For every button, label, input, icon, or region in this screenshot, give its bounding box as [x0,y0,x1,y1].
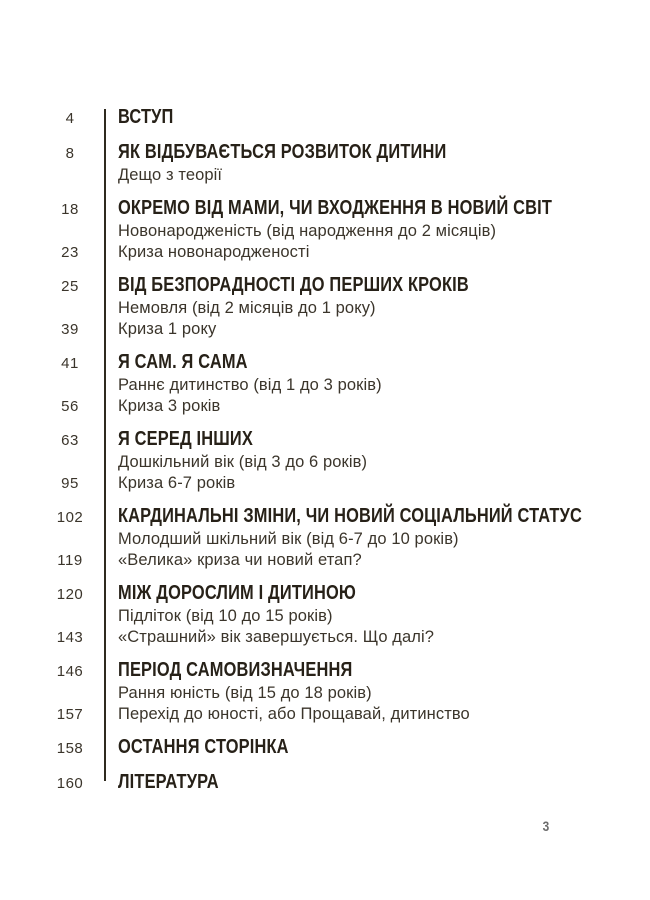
toc-row [0,396,650,417]
toc-page-ref: 95 [61,475,79,492]
toc-row [0,141,650,165]
toc-row [0,683,650,704]
toc-entry [0,505,650,571]
toc-subtitle: Дошкільний вік (від 3 до 6 років) [118,453,368,471]
toc-row [0,351,650,375]
toc-subtitle: Криза новонародженості [118,243,310,261]
toc-row [0,221,650,242]
toc-subtitle: Новонародженість (від народження до 2 місяців) [118,222,497,240]
toc-page-ref: 158 [56,740,84,757]
toc-page-ref: 102 [56,509,84,526]
toc-subtitle: Криза 6-7 років [118,474,236,492]
toc-page-ref: 143 [56,629,84,646]
toc-chapter-title: ЛІТЕРАТУРА [118,771,219,793]
toc-row [0,627,650,648]
toc-row [0,771,650,795]
toc-row [0,452,650,473]
toc-page-ref: 63 [61,432,79,449]
toc-row [0,298,650,319]
toc-row [0,550,650,571]
toc-page-ref: 157 [56,706,84,723]
toc-page-ref: 120 [56,586,84,603]
toc-page-ref: 4 [65,110,75,127]
toc-entry [0,428,650,494]
toc-chapter-title: Я САМ. Я САМА [118,351,248,373]
toc-entry [0,659,650,725]
toc-row [0,473,650,494]
toc-row [0,319,650,340]
toc-row [0,736,650,760]
toc-chapter-title: ВСТУП [118,106,174,128]
toc-row [0,659,650,683]
toc-entry [0,771,650,795]
toc-row [0,505,650,529]
toc-subtitle: Дещо з теорії [118,166,223,184]
toc-page-ref: 25 [61,278,79,295]
toc-page-ref: 56 [61,398,79,415]
toc-page-ref: 8 [65,145,75,162]
toc-chapter-title: Я СЕРЕД ІНШИХ [118,428,253,450]
toc-entry [0,141,650,186]
toc-page-ref: 41 [61,355,79,372]
toc-subtitle: Немовля (від 2 місяців до 1 року) [118,299,376,317]
toc-subtitle: Криза 3 років [118,397,221,415]
toc-chapter-title: ВІД БЕЗПОРАДНОСТІ ДО ПЕРШИХ КРОКІВ [118,274,469,296]
toc-list [0,106,650,806]
toc-subtitle: «Велика» криза чи новий етап? [118,551,362,569]
toc-divider-line [104,109,106,781]
toc-entry [0,274,650,340]
toc-row [0,529,650,550]
toc-row [0,428,650,452]
toc-page-ref: 119 [57,552,83,569]
toc-subtitle: Криза 1 року [118,320,217,338]
toc-row [0,197,650,221]
toc-row [0,274,650,298]
toc-chapter-title: ОСТАННЯ СТОРІНКА [118,736,289,758]
toc-chapter-title: МІЖ ДОРОСЛИМ І ДИТИНОЮ [118,582,356,604]
toc-page-ref: 39 [61,321,79,338]
toc-row [0,606,650,627]
toc-row [0,704,650,725]
toc-subtitle: Рання юність (від 15 до 18 років) [118,684,372,702]
toc-chapter-title: ПЕРІОД САМОВИЗНАЧЕННЯ [118,659,353,681]
toc-subtitle: Підліток (від 10 до 15 років) [118,607,333,625]
toc-chapter-title: ОКРЕМО ВІД МАМИ, ЧИ ВХОДЖЕННЯ В НОВИЙ СВІТ [118,197,553,219]
toc-chapter-title: ЯК ВІДБУВАЄТЬСЯ РОЗВИТОК ДИТИНИ [118,141,447,163]
toc-row [0,582,650,606]
toc-entry [0,582,650,648]
page-number: 3 [542,818,550,834]
toc-entry [0,197,650,263]
toc-row [0,106,650,130]
toc-row [0,165,650,186]
toc-chapter-title: КАРДИНАЛЬНІ ЗМІНИ, ЧИ НОВИЙ СОЦІАЛЬНИЙ СТАТУС [118,505,582,527]
toc-subtitle: Раннє дитинство (від 1 до 3 років) [118,376,382,394]
toc-entry [0,351,650,417]
toc-subtitle: Молодший шкільний вік (від 6-7 до 10 років) [118,530,459,548]
toc-row [0,375,650,396]
toc-page-ref: 160 [56,775,84,792]
toc-row [0,242,650,263]
toc-page-ref: 146 [56,663,84,680]
toc-subtitle: Перехід до юності, або Прощавай, дитинство [118,705,470,723]
toc-page-ref: 23 [61,244,79,261]
toc-page-ref: 18 [61,201,79,218]
toc-entry [0,106,650,130]
toc-subtitle: «Страшний» вік завершується. Що далі? [118,628,435,646]
toc-entry [0,736,650,760]
